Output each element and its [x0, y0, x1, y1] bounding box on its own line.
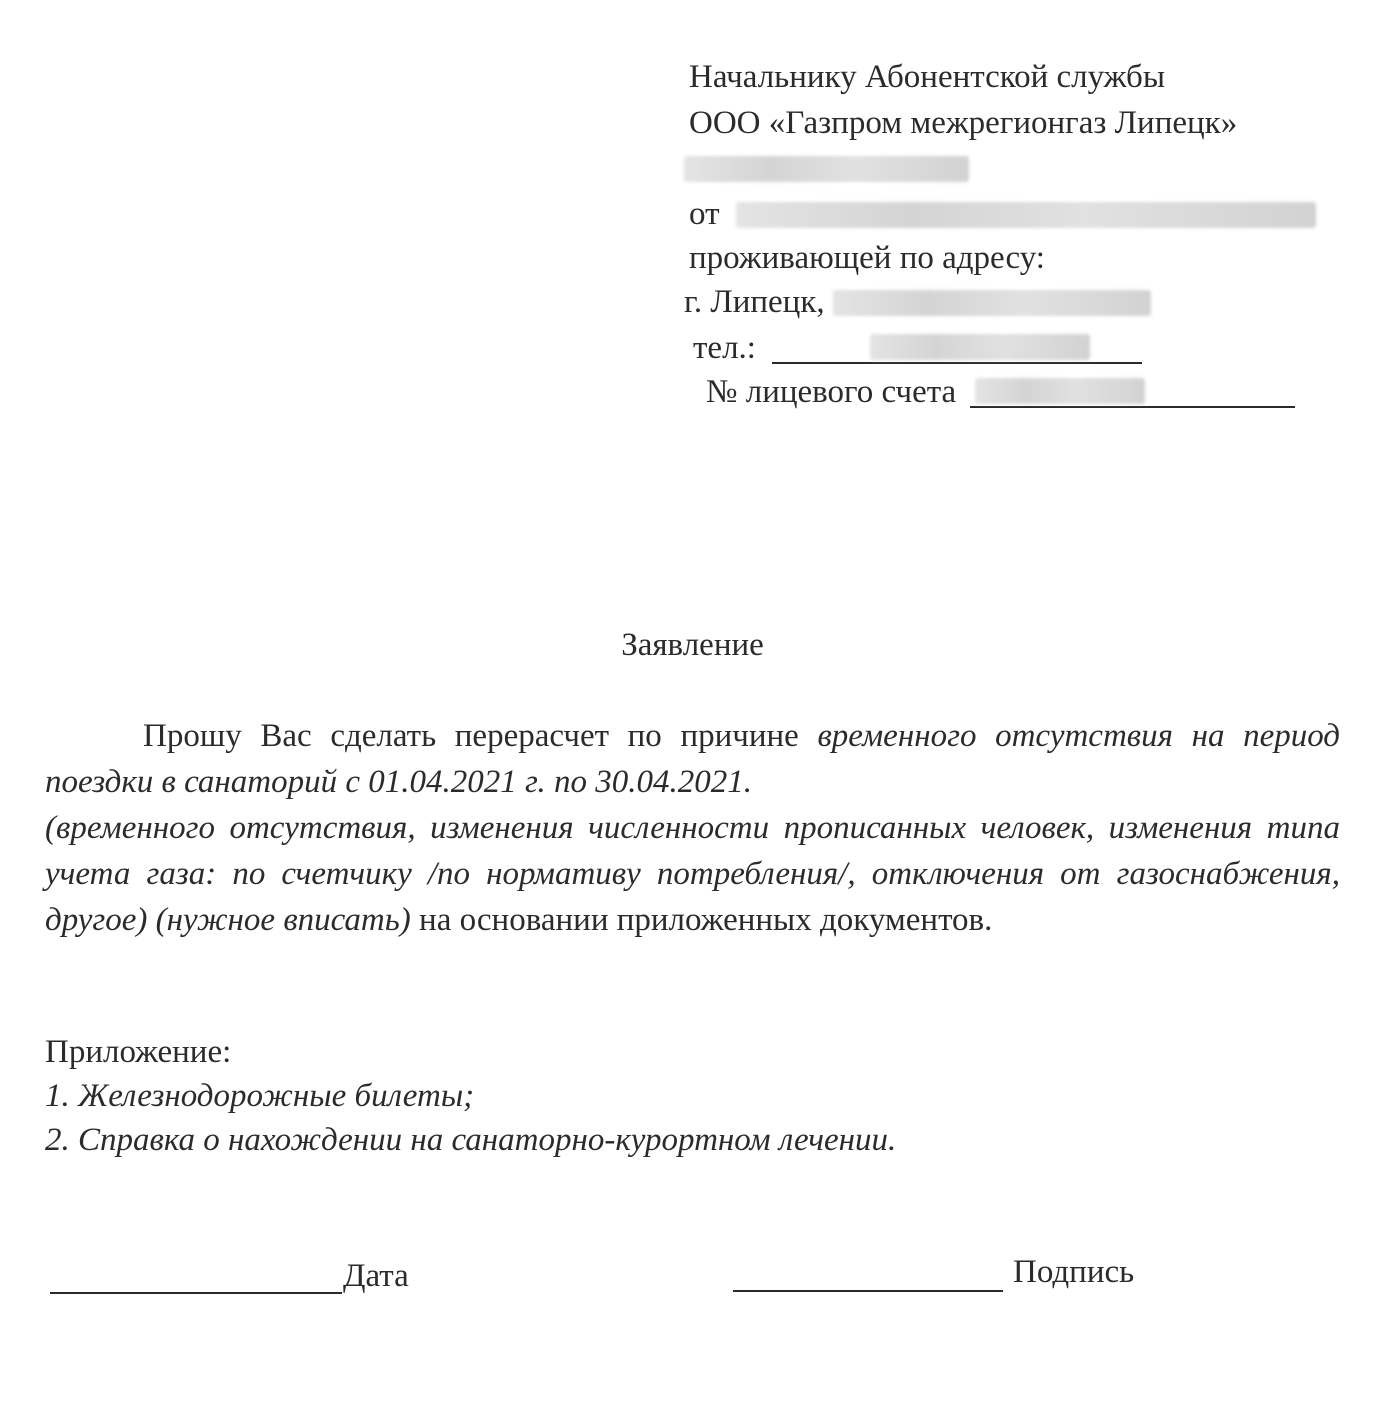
date-label: Дата	[343, 1258, 409, 1294]
attachments-heading: Приложение:	[45, 1034, 232, 1070]
statement-paragraph-2	[45, 805, 1340, 943]
signature-label: Подпись	[1013, 1254, 1135, 1290]
document-title: Заявление	[621, 627, 764, 663]
phone-line	[693, 328, 1142, 368]
redacted-block	[684, 156, 969, 182]
address-line	[684, 282, 1151, 322]
signature-underline	[733, 1290, 1003, 1292]
phone-label: тел.:	[693, 330, 756, 366]
statement-body	[45, 713, 1340, 943]
addressee-line-1: Начальнику Абонентской службы	[689, 59, 1166, 95]
from-line	[689, 194, 1316, 234]
attachment-item-2: 2. Справка о нахождении на санаторно-курортном лечении.	[45, 1122, 897, 1158]
city-label: г. Липецк,	[684, 284, 825, 320]
date-underline	[50, 1292, 342, 1294]
redacted-block	[833, 290, 1151, 316]
reason-text: временного отсутствия на период поездки в санаторий с 01.04.2021 г. по 30.04.2021.	[45, 718, 1340, 800]
attachment-item-1: 1. Железнодорожные билеты;	[45, 1078, 475, 1114]
account-line	[706, 372, 1295, 412]
residing-line: проживающей по адресу:	[689, 240, 1045, 276]
account-underline	[970, 380, 1295, 408]
basis-text: на основании приложенных документов.	[410, 902, 993, 938]
redacted-block	[870, 334, 1090, 360]
redacted-block	[975, 378, 1145, 404]
reason-options-text: (временного отсутствия, изменения численности прописанных человек, изменения типа учета газа: по счетчику /по нормативу потребления/, отключения от газоснабжения, другое) (нужное вписать)	[45, 810, 1340, 938]
from-prefix: от	[689, 196, 720, 232]
account-label: № лицевого счета	[706, 374, 957, 410]
statement-paragraph-1	[45, 713, 1340, 805]
phone-underline	[772, 336, 1142, 364]
redacted-block	[736, 202, 1316, 228]
addressee-line-2: ООО «Газпром межрегионгаз Липецк»	[689, 105, 1238, 141]
addressee-name-redacted	[684, 148, 969, 188]
request-text: Прошу Вас сделать перерасчет по причине	[143, 718, 818, 754]
